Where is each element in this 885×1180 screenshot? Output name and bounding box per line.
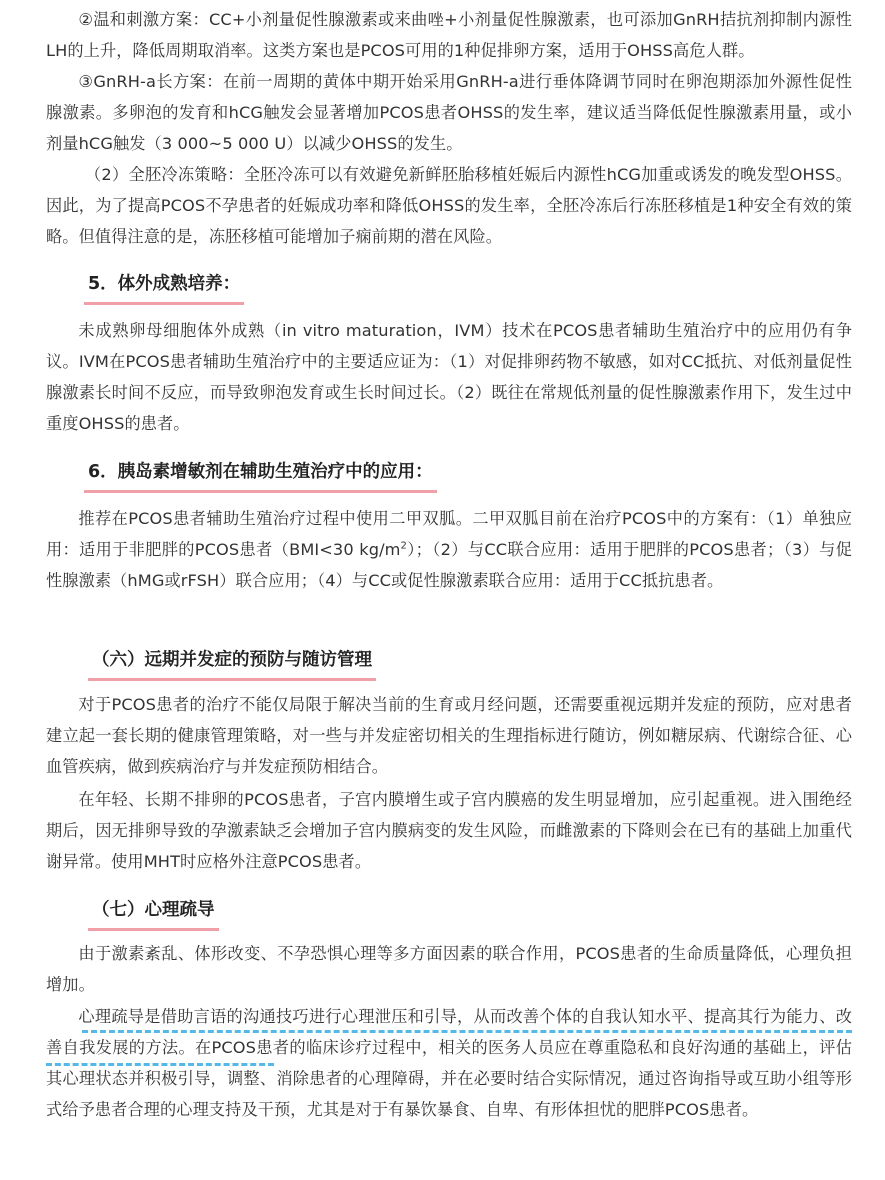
paragraph-metformin: [46, 503, 852, 596]
superscript-two: 2: [400, 540, 407, 552]
paragraph-psychological-counseling: 心理疏导是借助言语的沟通技巧进行心理泄压和引导，从而改善个体的自我认知水平、提高其行为能力、改善自我发展的方法。在PCOS患者的临床诊疗过程中，相关的医务人员应在尊重隐私和良好沟通的基础上，评估其心理状态并积极引导，调整、消除患者的心理障碍，并在必要时结合实际情况，通过咨询指导或互助小组等形式给予患者合理的心理支持及干预，尤其是对于有暴饮暴食、自卑、有形体担忧的肥胖PCOS患者。: [46, 1007, 852, 1119]
paragraph-freeze-all-strategy: （2）全胚冷冻策略：全胚冷冻可以有效避免新鲜胚胎移植妊娠后内源性hCG加重或诱发的晚发型OHSS。因此，为了提高PCOS不孕患者的妊娠成功率和降低OHSS的发生率，全胚冷冻后行冻胚移植是1种安全有效的策略。但值得注意的是，冻胚移植可能增加子痫前期的潜在风险。: [46, 165, 852, 246]
heading-insulin-sensitizer: 6．胰岛素增敏剂在辅助生殖治疗中的应用：: [84, 460, 437, 493]
highlight-underline-line-2: [46, 1063, 274, 1066]
paragraph-ivm: 未成熟卵母细胞体外成熟（in vitro maturation，IVM）技术在PCOS患者辅助生殖治疗中的应用仍有争议。IVM在PCOS患者辅助生殖治疗中的主要适应证为：（1）对促排卵药物不敏感，如对CC抵抗、对低剂量促性腺激素长时间不反应，而导致卵泡发育或生长时间过长。（2）既往在常规低剂量的促性腺激素作用下，发生过中重度OHSS的患者。: [46, 321, 852, 433]
paragraph-endometrial-risk: 在年轻、长期不排卵的PCOS患者，子宫内膜增生或子宫内膜癌的发生明显增加，应引起重视。进入围绝经期后，因无排卵导致的孕激素缺乏会增加子宫内膜病变的发生风险，而雌激素的下降则会在已有的基础上加重代谢异常。使用MHT时应格外注意PCOS患者。: [46, 790, 852, 871]
highlight-underline-line-1: [82, 1030, 852, 1033]
paragraph-gnrh-long-protocol: ③GnRH-a长方案：在前一周期的黄体中期开始采用GnRH-a进行垂体降调节同时在卵泡期添加外源性促性腺激素。多卵泡的发育和hCG触发会显著增加PCOS患者OHSS的发生率，建议适当降低促性腺激素用量，或小剂量hCG触发（3 000~5 000 U）以减少OHSS的发生。: [46, 72, 852, 153]
paragraph-quality-of-life: 由于激素紊乱、体形改变、不孕恐惧心理等多方面因素的联合作用，PCOS患者的生命质量降低，心理负担增加。: [46, 944, 852, 994]
metformin-text-after: ）；（2）与CC联合应用：适用于肥胖的PCOS患者；（3）与促性腺激素（hMG或rFSH）联合应用；（4）与CC或促性腺激素联合应用：适用于CC抵抗患者。: [46, 540, 852, 590]
metformin-text-before: 推荐在PCOS患者辅助生殖治疗过程中使用二甲双胍。二甲双胍目前在治疗PCOS中的方案有：（1）单独应用：适用于非肥胖的PCOS患者（BMI<30 kg/m: [46, 509, 852, 559]
paragraph-long-term-management: 对于PCOS患者的治疗不能仅局限于解决当前的生育或月经问题，还需要重视远期并发症的预防，应对患者建立起一套长期的健康管理策略，对一些与并发症密切相关的生理指标进行随访，例如糖尿病、代谢综合征、心血管疾病，做到疾病治疗与并发症预防相结合。: [46, 695, 852, 776]
heading-long-term-complications: （六）远期并发症的预防与随访管理: [88, 648, 376, 681]
heading-ivm: 5．体外成熟培养：: [84, 272, 244, 305]
paragraph-mild-stimulation: ②温和刺激方案：CC+小剂量促性腺激素或来曲唑+小剂量促性腺激素，也可添加GnRH拮抗剂抑制内源性LH的上升，降低周期取消率。这类方案也是PCOS可用的1种促排卵方案，适用于OHSS高危人群。: [46, 10, 852, 60]
heading-psychological-counseling: （七）心理疏导: [88, 898, 219, 931]
